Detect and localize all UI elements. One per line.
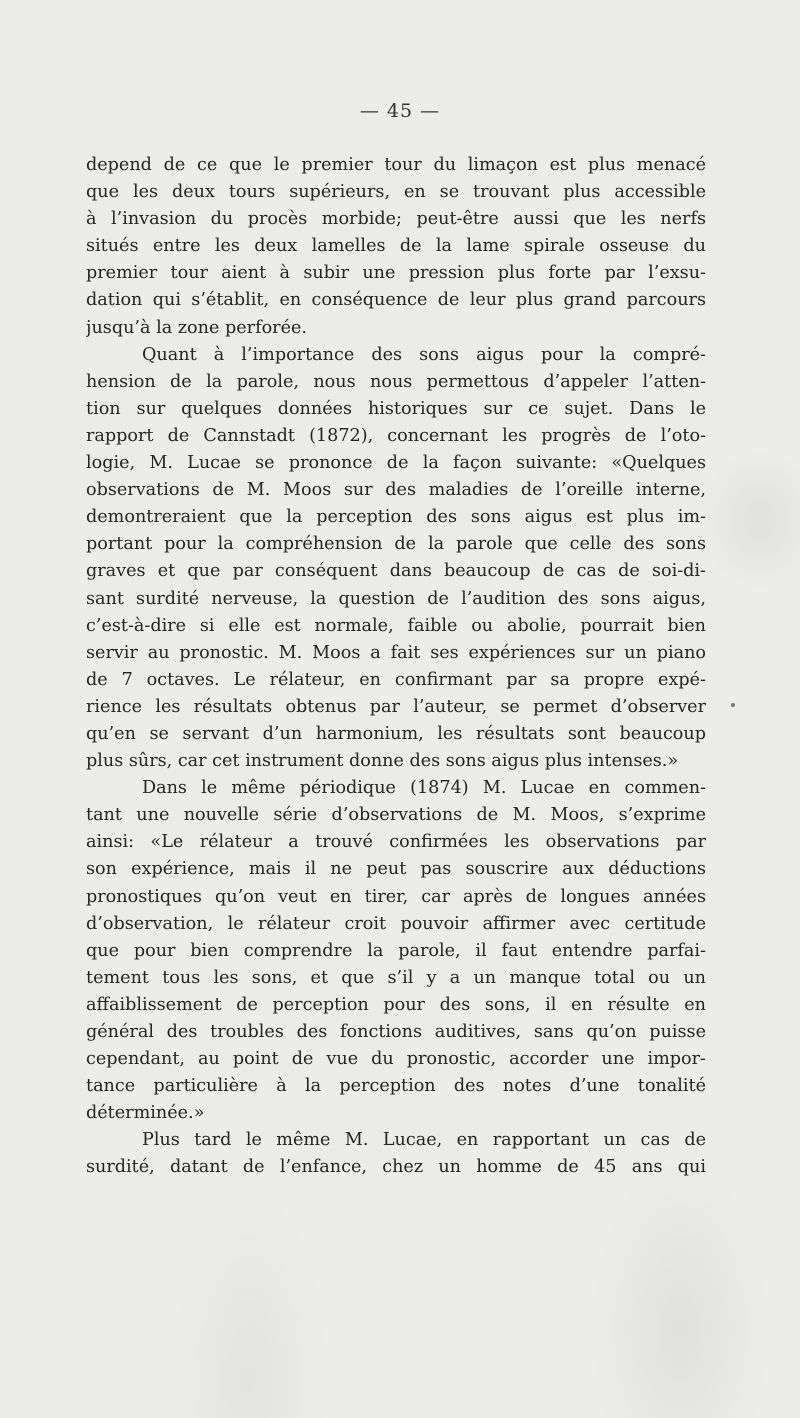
text-line: Dans le même périodique (1874) M. Lucae en commen- xyxy=(142,778,706,799)
text-line: tion sur quelques données historiques sur ce sujet. Dans le xyxy=(86,398,706,419)
text-line: de 7 octaves. Le rélateur, en confirmant par sa propre expé- xyxy=(86,669,706,690)
text-line: logie, M. Lucae se prononce de la façon suivante: «Quelques xyxy=(86,453,706,474)
text-line: hension de la parole, nous nous permettous d’appeler l’atten- xyxy=(86,371,706,392)
text-line: premier tour aient à subir une pression plus forte par l’exsu- xyxy=(86,263,706,284)
text-line: rience les résultats obtenus par l’auteur, se permet d’observer xyxy=(86,696,706,717)
paragraph xyxy=(86,775,706,1127)
text-line: déterminée.» xyxy=(86,1103,205,1124)
body-text xyxy=(86,152,706,1182)
text-line: d’observation, le rélateur croit pouvoir affirmer avec certitude xyxy=(86,913,706,934)
text-line: tement tous les sons, et que s’il y a un manque total ou un xyxy=(86,967,706,988)
text-line: que pour bien comprendre la parole, il faut entendre parfai- xyxy=(86,940,706,961)
text-line: jusqu’à la zone perforée. xyxy=(86,317,308,338)
text-line: affaiblissement de perception pour des sons, il en résulte en xyxy=(86,994,706,1015)
text-line: observations de M. Moos sur des maladies de l’oreille interne, xyxy=(86,480,706,501)
text-line: que les deux tours supérieurs, en se trouvant plus accessible xyxy=(86,182,706,203)
text-line: à l’invasion du procès morbide; peut-être aussi que les nerfs xyxy=(86,209,706,230)
text-line: ainsi: «Le rélateur a trouvé confirmées les observations par xyxy=(86,832,706,853)
text-line: son expérience, mais il ne peut pas souscrire aux déductions xyxy=(86,859,706,880)
page-number: — 45 — xyxy=(359,100,441,122)
text-line: Quant à l’importance des sons aigus pour la compré- xyxy=(142,344,706,365)
text-line: tance particulière à la perception des notes d’une tonalité xyxy=(86,1076,706,1097)
text-line: portant pour la compréhension de la parole que celle des sons xyxy=(86,534,706,555)
text-line: dation qui s’établit, en conséquence de leur plus grand parcours xyxy=(86,290,706,311)
text-line: c’est-à-dire si elle est normale, faible ou abolie, pourrait bien xyxy=(86,615,706,636)
text-line: général des troubles des fonctions auditives, sans qu’on puisse xyxy=(86,1022,706,1042)
paragraph xyxy=(86,1127,706,1181)
text-line: demontreraient que la perception des sons aigus est plus im- xyxy=(86,507,706,528)
text-line: surdité, datant de l’enfance, chez un homme de 45 ans qui xyxy=(86,1157,706,1178)
text-line: Plus tard le même M. Lucae, en rapportant un cas de xyxy=(142,1130,706,1151)
text-line: qu’en se servant d’un harmonium, les résultats sont beaucoup xyxy=(86,723,706,744)
text-line: servir au pronostic. M. Moos a fait ses expériences sur un piano xyxy=(86,642,706,663)
text-line: situés entre les deux lamelles de la lame spirale osseuse du xyxy=(86,236,706,257)
text-line: pronostiques qu’on veut en tirer, car après de longues années xyxy=(86,886,706,907)
text-line: cependant, au point de vue du pronostic, accorder une impor- xyxy=(86,1049,706,1070)
paper-speck xyxy=(731,703,735,707)
paragraph xyxy=(86,342,706,776)
text-line: rapport de Cannstadt (1872), concernant les progrès de l’oto- xyxy=(86,425,706,446)
text-line: plus sûrs, car cet instrument donne des sons aigus plus intenses.» xyxy=(86,751,679,772)
text-line: tant une nouvelle série d’observations de M. Moos, s’exprime xyxy=(86,805,706,826)
text-line: sant surdité nerveuse, la question de l’audition des sons aigus, xyxy=(86,588,706,609)
text-line: depend de ce que le premier tour du limaçon est plus menacé xyxy=(86,155,706,175)
paragraph xyxy=(86,152,706,342)
text-line: graves et que par conséquent dans beaucoup de cas de soi-di- xyxy=(86,561,706,582)
